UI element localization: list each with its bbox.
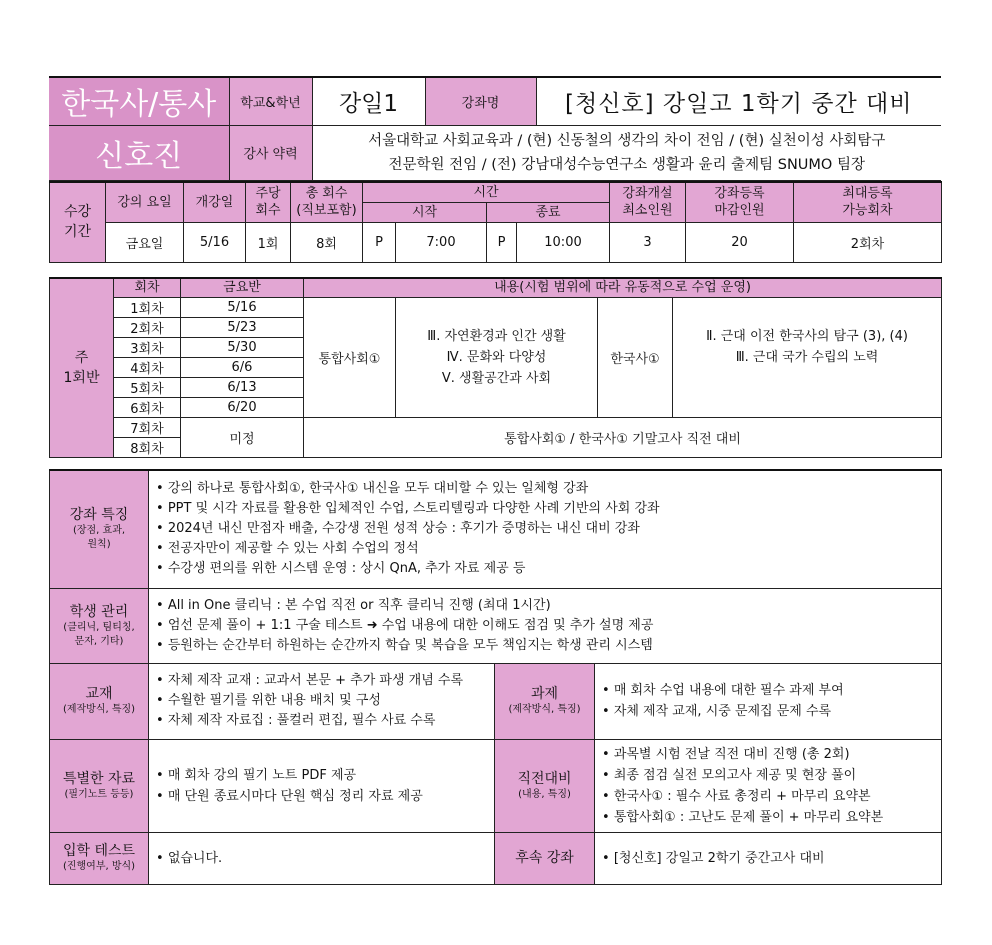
special-label: 특별한 자료 (필기노트 등등)	[50, 739, 149, 832]
subject1-name: 통합사회①	[304, 297, 396, 417]
hw-item: • 자체 제작 교재, 시중 문제집 문제 수록	[602, 701, 941, 722]
profile-label: 강사 약력	[229, 125, 312, 180]
feature-item: • 2024년 내신 만점자 배출, 수강생 전원 성적 상승 : 후기가 증명하는 내신 대비 강좌	[156, 519, 941, 539]
next-label: 후속 강좌	[495, 832, 595, 884]
header-time: 시간	[363, 182, 610, 202]
textbook-list	[149, 663, 495, 739]
header-total: 총 회수 (직보포함)	[291, 182, 363, 222]
teacher-name: 신호진	[49, 125, 229, 180]
session-cell: 6회차	[114, 397, 181, 417]
next-list	[595, 832, 942, 884]
mgmt-list	[149, 588, 942, 663]
period-label: 수강 기간	[50, 182, 106, 262]
prep-list	[595, 739, 942, 832]
schedule-label: 주 1회반	[50, 278, 114, 457]
header-session: 회차	[114, 278, 181, 297]
subject2-name: 한국사①	[598, 297, 673, 417]
header-start: 개강일	[184, 182, 246, 222]
value-weekly: 1회	[246, 222, 291, 262]
schedule-table	[49, 277, 942, 458]
prep-label: 직전대비 (내용, 특징)	[495, 739, 595, 832]
date-cell: 미정	[181, 417, 304, 457]
value-min: 3	[610, 222, 686, 262]
session-cell: 7회차	[114, 417, 181, 437]
header-maxsess: 최대등록 가능회차	[794, 182, 942, 222]
header-day: 강의 요일	[106, 182, 184, 222]
value-total: 8회	[291, 222, 363, 262]
value-time-start: 7:00	[396, 222, 487, 262]
header-class: 금요반	[181, 278, 304, 297]
feature-item: • 수강생 편의를 위한 시스템 운영 : 상시 QnA, 추가 자료 제공 등	[156, 559, 941, 579]
special-item: • 매 단원 종료시마다 단원 핵심 정리 자료 제공	[156, 786, 494, 807]
textbook-item: • 수월한 필기를 위한 내용 배치 및 구성	[156, 691, 494, 711]
subject2-topics	[673, 297, 942, 417]
final-prep: 통합사회① / 한국사① 기말고사 직전 대비	[304, 417, 942, 457]
hw-list	[595, 663, 942, 739]
session-cell: 1회차	[114, 297, 181, 317]
date-cell: 6/6	[181, 357, 304, 377]
details-table	[49, 469, 942, 885]
value-max: 20	[686, 222, 794, 262]
entry-label: 입학 테스트 (진행여부, 방식)	[50, 832, 149, 884]
prep-item: • 과목별 시험 전날 직전 대비 진행 (총 2회)	[602, 744, 941, 765]
value-p1: P	[363, 222, 396, 262]
subject1-topic: Ⅲ. 자연환경과 인간 생활	[427, 328, 566, 344]
entry-item: • 없습니다.	[156, 848, 494, 869]
header-content: 내용(시험 범위에 따라 유동적으로 수업 운영)	[304, 278, 942, 297]
subject2-topic: Ⅲ. 근대 국가 수립의 노력	[735, 349, 879, 365]
date-cell: 5/30	[181, 337, 304, 357]
special-item: • 매 회차 강의 필기 노트 PDF 제공	[156, 765, 494, 786]
subject1-topic: Ⅳ. 문화와 다양성	[446, 349, 547, 365]
header-table	[49, 76, 941, 181]
value-start: 5/16	[184, 222, 246, 262]
session-cell: 3회차	[114, 337, 181, 357]
entry-list	[149, 832, 495, 884]
hw-item: • 매 회차 수업 내용에 대한 필수 과제 부여	[602, 680, 941, 701]
features-label: 강좌 특징 (장점, 효과, 원칙)	[50, 470, 149, 588]
mgmt-item: • 엄선 문제 풀이 + 1:1 구술 테스트 ➜ 수업 내용에 대한 이해도 점검 및 추가 설명 제공	[156, 616, 941, 636]
feature-item: • 전공자만이 제공할 수 있는 사회 수업의 정석	[156, 539, 941, 559]
prep-item: • 한국사① : 필수 사료 총정리 + 마무리 요약본	[602, 786, 941, 807]
period-table	[49, 181, 942, 263]
date-cell: 6/20	[181, 397, 304, 417]
special-list	[149, 739, 495, 832]
mgmt-label: 학생 관리 (클리닉, 팀티칭, 문자, 기타)	[50, 588, 149, 663]
value-maxsess: 2회차	[794, 222, 942, 262]
feature-item: • 강의 하나로 통합사회①, 한국사① 내신을 모두 대비할 수 있는 일체형 강좌	[156, 479, 941, 499]
header-time-start: 시작	[363, 202, 487, 222]
textbook-item: • 자체 제작 자료집 : 풀컬러 편집, 필수 사료 수록	[156, 711, 494, 731]
mgmt-item: • All in One 클리닉 : 본 수업 직전 or 직후 클리닉 진행 (최대 1시간)	[156, 596, 941, 616]
header-weekly: 주당 회수	[246, 182, 291, 222]
feature-item: • PPT 및 시각 자료를 활용한 입체적인 수업, 스토리텔링과 다양한 사례 기반의 사회 강좌	[156, 499, 941, 519]
textbook-item: • 자체 제작 교재 : 교과서 본문 + 추가 파생 개념 수록	[156, 671, 494, 691]
subject1-topic: Ⅴ. 생활공간과 사회	[441, 370, 552, 386]
subject2-topic: Ⅱ. 근대 이전 한국사의 탐구 (3), (4)	[706, 328, 908, 344]
value-time-end: 10:00	[517, 222, 610, 262]
value-day: 금요일	[106, 222, 184, 262]
school-value: 강일1	[312, 77, 425, 125]
course-value: [청신호] 강일고 1학기 중간 대비	[536, 77, 941, 125]
prep-item: • 최종 점검 실전 모의고사 제공 및 현장 풀이	[602, 765, 941, 786]
session-cell: 2회차	[114, 317, 181, 337]
header-time-end: 종료	[487, 202, 610, 222]
session-cell: 8회차	[114, 437, 181, 457]
mgmt-item: • 등원하는 순간부터 하원하는 순간까지 학습 및 복습을 모두 책임지는 학생 관리 시스템	[156, 636, 941, 656]
date-cell: 5/16	[181, 297, 304, 317]
prep-item: • 통합사회① : 고난도 문제 풀이 + 마무리 요약본	[602, 807, 941, 828]
date-cell: 6/13	[181, 377, 304, 397]
course-label: 강좌명	[425, 77, 536, 125]
subject-title: 한국사/통사	[49, 77, 229, 125]
date-cell: 5/23	[181, 317, 304, 337]
header-max: 강좌등록 마감인원	[686, 182, 794, 222]
session-cell: 4회차	[114, 357, 181, 377]
textbook-label: 교재 (제작방식, 특징)	[50, 663, 149, 739]
features-list	[149, 470, 942, 588]
header-min: 강좌개설 최소인원	[610, 182, 686, 222]
school-label: 학교&학년	[229, 77, 312, 125]
session-cell: 5회차	[114, 377, 181, 397]
subject1-topics	[396, 297, 598, 417]
value-p2: P	[487, 222, 517, 262]
hw-label: 과제 (제작방식, 특징)	[495, 663, 595, 739]
profile-text: 서울대학교 사회교육과 / (현) 신동철의 생각의 차이 전임 / (현) 실천이성 사회탐구 전문학원 전임 / (전) 강남대성수능연구소 생활과 윤리 출제팀 SNUMO 팀장	[312, 125, 941, 180]
next-item: • [청신호] 강일고 2학기 중간고사 대비	[602, 848, 941, 869]
